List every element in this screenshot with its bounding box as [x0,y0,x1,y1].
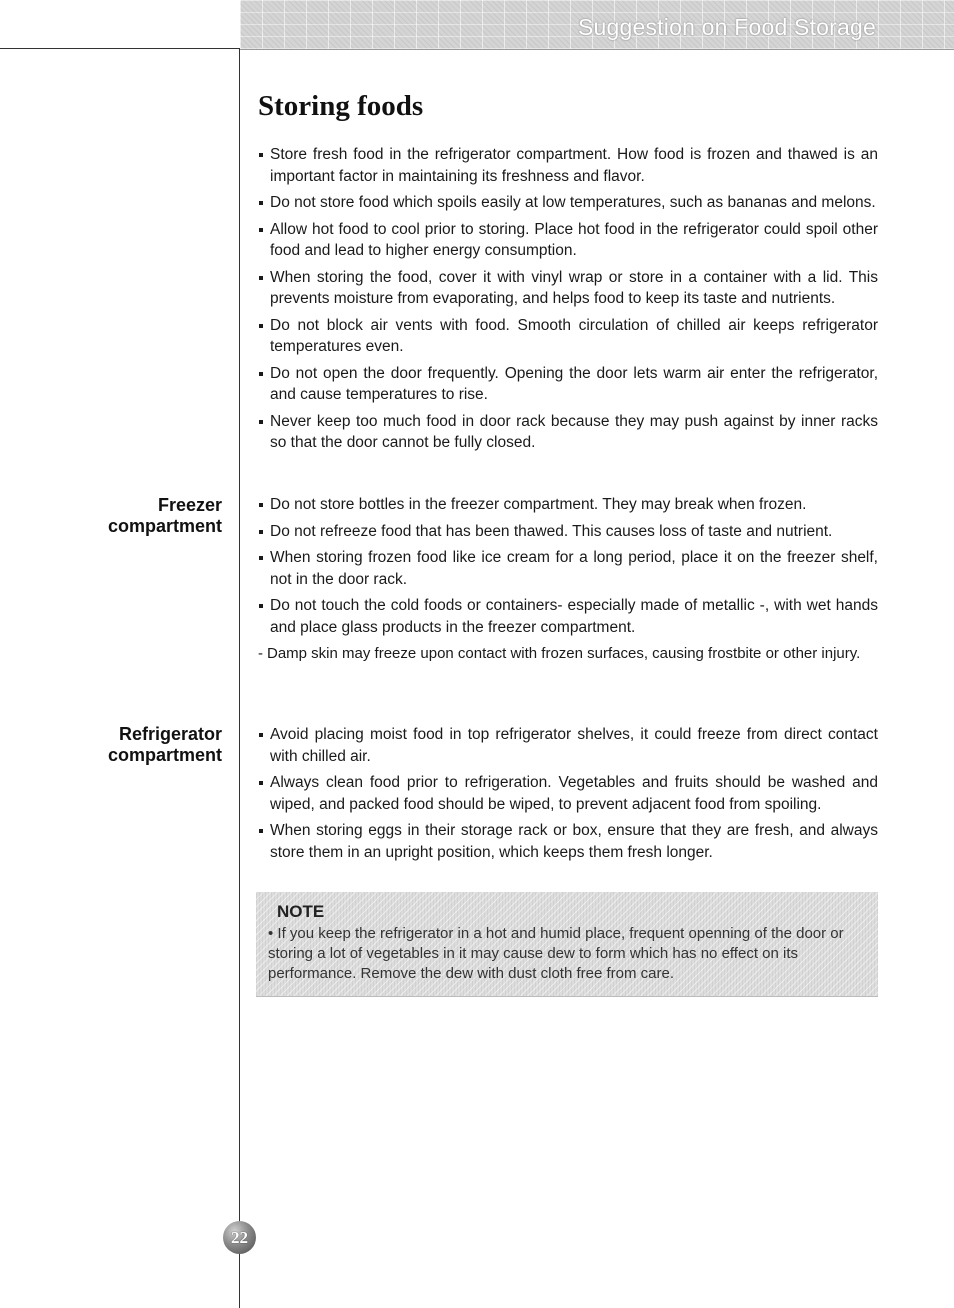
freezer-label-line1: Freezer [157,495,222,515]
note-text: • If you keep the refrigerator in a hot and humid place, frequent openning of the door or storing a lot of vegetables in it may cause dew to form which has no effect on its performance. Remove the dew with dust cloth free from care. [268,925,844,982]
note-box [256,892,878,997]
list-item: Do not open the door frequently. Opening the door lets warm air enter the refrigerator, and cause temperatures to rise. [258,363,878,406]
refrigerator-label-line1: Refrigerator [118,724,222,744]
list-item: Do not touch the cold foods or containers- especially made of metallic -, with wet hands and place glass products in the freezer compartment. [258,595,878,638]
section-banner [240,0,954,50]
page-title: Storing foods [258,90,424,122]
freezer-list [258,494,878,665]
list-item: When storing frozen food like ice cream for a long period, place it on the freezer shelf, not in the door rack. [258,547,878,590]
refrigerator-section-label [60,724,222,766]
refrigerator-label-line2: compartment [107,745,222,765]
list-item: Do not block air vents with food. Smooth circulation of chilled air keeps refrigerator temperatures even. [258,315,878,358]
list-item: Do not refreeze food that has been thawed. This causes loss of taste and nutrient. [258,521,878,543]
freezer-section-label [60,495,222,537]
list-item: Do not store bottles in the freezer compartment. They may break when frozen. [258,494,878,516]
list-item: Allow hot food to cool prior to storing. Place hot food in the refrigerator could spoil other food and lead to higher energy consumption. [258,219,878,262]
list-item: Avoid placing moist food in top refrigerator shelves, it could freeze from direct contact with chilled air. [258,724,878,767]
margin-divider [239,49,240,1308]
general-storage-list [258,144,878,459]
list-item: Do not store food which spoils easily at low temperatures, such as bananas and melons. [258,192,878,214]
freezer-warning-note: - Damp skin may freeze upon contact with frozen surfaces, causing frostbite or other injury. [258,643,878,665]
list-item: When storing the food, cover it with vinyl wrap or store in a container with a lid. This prevents moisture from evaporating, and helps food to keep its taste and nutrients. [258,267,878,310]
list-item: When storing eggs in their storage rack or box, ensure that they are fresh, and always store them in an upright position, which keeps them fresh longer. [258,820,878,863]
page-number-badge [223,1221,256,1254]
top-divider [0,48,240,49]
list-item: Store fresh food in the refrigerator compartment. How food is frozen and thawed is an important factor in maintaining its freshness and flavor. [258,144,878,187]
freezer-label-line2: compartment [107,516,222,536]
refrigerator-list [258,724,878,868]
list-item: Always clean food prior to refrigeration. Vegetables and fruits should be washed and wiped, and packed food should be wiped, to prevent adjacent food from spoiling. [258,772,878,815]
list-item: Never keep too much food in door rack because they may push against by inner racks so that the door cannot be fully closed. [258,411,878,454]
page-number: 22 [231,1227,248,1247]
note-title: NOTE [277,902,325,921]
banner-title: Suggestion on Food Storage [577,14,876,40]
